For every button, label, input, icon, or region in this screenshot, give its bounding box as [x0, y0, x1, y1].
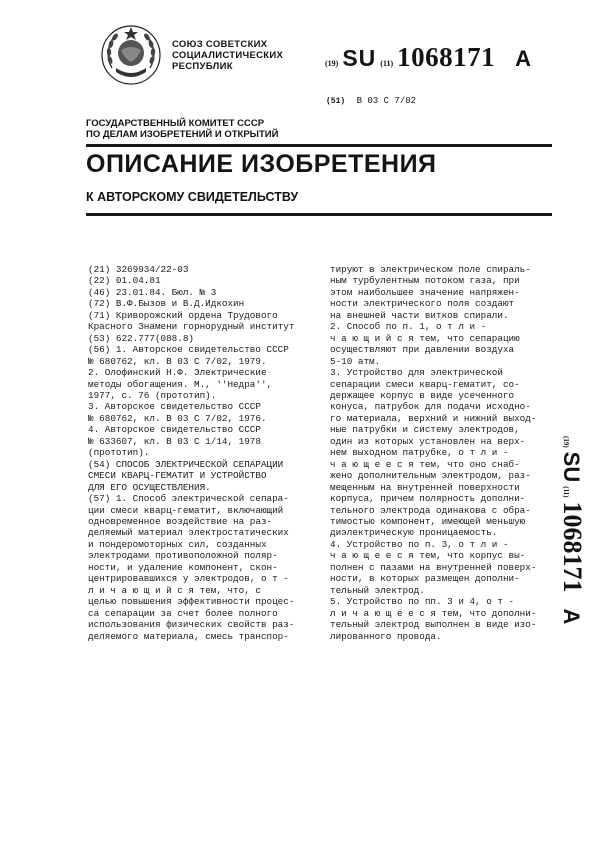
text-line: один из которых установлен на верх- — [330, 435, 526, 447]
text-line: (22) 01.04.81 — [88, 275, 161, 287]
text-line: деляемый материал электростатических — [88, 527, 289, 539]
classification-line — [326, 96, 416, 106]
text-line: (71) Криворожский ордена Трудового — [88, 309, 278, 321]
text-line: диэлектрическую проницаемость. — [330, 527, 498, 539]
left-column — [88, 264, 294, 642]
text-line: ные патрубки и систему электродов, — [330, 424, 520, 436]
text-line: держащее корпус в виде усеченного — [330, 389, 515, 401]
document-title: ОПИСАНИЕ ИЗОБРЕТЕНИЯ — [86, 150, 437, 178]
committee-line: ГОСУДАРСТВЕННЫЙ КОМИТЕТ СССР — [86, 118, 265, 129]
text-line: (46) 23.01.84. Бюл. № 3 — [88, 286, 217, 298]
country-code-label: (19) — [325, 59, 339, 68]
text-line: тельного электрода одинакова с обра- — [330, 504, 531, 516]
text-line: методы обогащения. М., ''Недра'', — [88, 378, 273, 390]
text-line: го материала, верхний и нижний выход- — [330, 412, 537, 424]
text-line: ции смеси кварц-гематит, включающий — [88, 504, 284, 516]
side-kind-code: A — [559, 608, 584, 625]
text-line: использования физических свойств раз- — [88, 619, 295, 631]
kind-code: A — [515, 46, 532, 71]
text-line: жено дополнительным электродом, раз- — [330, 470, 531, 482]
text-line: 4. Устройство по п. 3, о т л и - — [330, 538, 509, 550]
text-line: Красного Знамени горнорудный институт — [88, 321, 295, 333]
text-line: на внешней части витков спирали. — [330, 309, 509, 321]
text-line: (54) СПОСОБ ЭЛЕКТРИЧЕСКОЙ СЕПАРАЦИИ — [88, 458, 284, 470]
title-divider — [86, 213, 552, 216]
header-divider — [86, 144, 552, 147]
text-line: 5-10 атм. — [330, 355, 381, 367]
text-line: № 680762, кл. В 03 С 7/02, 1976. — [88, 412, 267, 424]
classification: B 03 C 7/02 — [356, 96, 417, 106]
text-line: конуса, патрубок для подачи исходно- — [330, 401, 531, 413]
text-line: 5. Устройство по пп. 3 и 4, о т - — [330, 596, 515, 608]
text-line: тельный электрод. — [330, 584, 425, 596]
text-line: (57) 1. Способ электрической сепара- — [88, 493, 289, 505]
committee-line: ПО ДЕЛАМ ИЗОБРЕТЕНИЙ И ОТКРЫТИЙ — [86, 129, 279, 140]
patent-identifier — [325, 42, 531, 73]
text-line: нем выходном патрубке, о т л и - — [330, 447, 509, 459]
side-patent-number: 1068171 — [558, 501, 587, 593]
side-country-code-label: (19) — [562, 436, 570, 448]
text-line: ч а ю щ и й с я тем, что сепарацию — [330, 332, 520, 344]
text-line: сепарации смеси кварц-гематит, со- — [330, 378, 520, 390]
side-country-code: SU — [559, 451, 584, 483]
text-line: (72) В.Ф.Бызов и В.Д.Идкохин — [88, 298, 245, 310]
text-line: ности, в которых размещен дополни- — [330, 573, 520, 585]
text-line: ч а ю щ е е с я тем, что корпус вы- — [330, 550, 526, 562]
document-subtitle: К АВТОРСКОМУ СВИДЕТЕЛЬСТВУ — [86, 190, 299, 204]
text-line: ным турбулентным потоком газа, при — [330, 275, 520, 287]
side-patent-identifier — [558, 436, 591, 666]
text-line: 1977, с. 76 (прототип). — [88, 389, 217, 401]
text-line: (56) 1. Авторское свидетельство СССР — [88, 344, 289, 356]
text-line: 2. Олофинский Н.Ф. Электрические — [88, 367, 267, 379]
patent-number: 1068171 — [397, 42, 496, 72]
text-line: тируют в электрическом поле спираль- — [330, 264, 531, 275]
union-name — [172, 39, 283, 72]
text-line: са сепарации за счет более полного — [88, 607, 278, 619]
text-line: деляемого материала, смесь транспор- — [88, 630, 289, 642]
text-line: 4. Авторское свидетельство СССР — [88, 424, 261, 436]
text-line: 3. Устройство для электрической — [330, 367, 503, 379]
text-line: (21) 3269934/22-03 — [88, 264, 189, 275]
side-number-code-label: (11) — [562, 486, 570, 498]
text-line: (53) 622.777(088.8) — [88, 332, 195, 344]
text-line: ности электрического поля создают — [330, 298, 515, 310]
text-line: ДЛЯ ЕГО ОСУЩЕСТВЛЕНИЯ. — [88, 481, 211, 493]
text-line: 3. Авторское свидетельство СССР — [88, 401, 261, 413]
ussr-state-emblem-icon — [100, 24, 162, 86]
text-line: мещенным на внутренней поверхности — [330, 481, 520, 493]
union-line: РЕСПУБЛИК — [172, 61, 233, 72]
text-line: одновременное воздействие на раз- — [88, 515, 273, 527]
text-line: № 633607, кл. В 03 С 1/14, 1978 — [88, 435, 261, 447]
text-line: 2. Способ по п. 1, о т л и - — [330, 321, 487, 333]
text-line: центрировавшихся у электродов, о т - — [88, 573, 289, 585]
text-line: корпуса, причем полярность дополни- — [330, 493, 526, 505]
text-line: осуществляют при давлении воздуха — [330, 344, 515, 356]
text-line: тимостью компонент, имеющей меньшую — [330, 515, 526, 527]
text-line: ности, и удаление компонент, скон- — [88, 561, 278, 573]
text-line: лированного провода. — [330, 630, 442, 642]
class-code-label: (51) — [326, 97, 346, 106]
text-line: электродами противоположной поляр- — [88, 550, 278, 562]
text-line: и пондеромоторных сил, созданных — [88, 538, 267, 550]
text-line: тельный электрод выполнен в виде изо- — [330, 619, 537, 631]
text-line: этом наибольшее значение напряжен- — [330, 286, 520, 298]
text-line: л и ч а ю щ и й с я тем, что, с — [88, 584, 261, 596]
text-line: СМЕСИ КВАРЦ-ГЕМАТИТ И УСТРОЙСТВО — [88, 470, 267, 482]
text-line: л и ч а ю щ е е с я тем, что дополни- — [330, 607, 537, 619]
union-line: СОЦИАЛИСТИЧЕСКИХ — [172, 50, 284, 61]
text-line: ч а ю щ е е с я тем, что оно снаб- — [330, 458, 520, 470]
union-line: СОЮЗ СОВЕТСКИХ — [172, 39, 268, 50]
text-line: (прототип). — [88, 447, 150, 459]
right-column — [330, 264, 536, 642]
text-line: № 680762, кл. В 03 С 7/02, 1979. — [88, 355, 267, 367]
number-code-label: (11) — [380, 59, 394, 68]
text-line: полнен с пазами на внутренней поверх- — [330, 561, 537, 573]
country-code: SU — [342, 45, 377, 71]
text-line: целью повышения эффективности процес- — [88, 596, 295, 608]
committee-name — [86, 118, 278, 140]
